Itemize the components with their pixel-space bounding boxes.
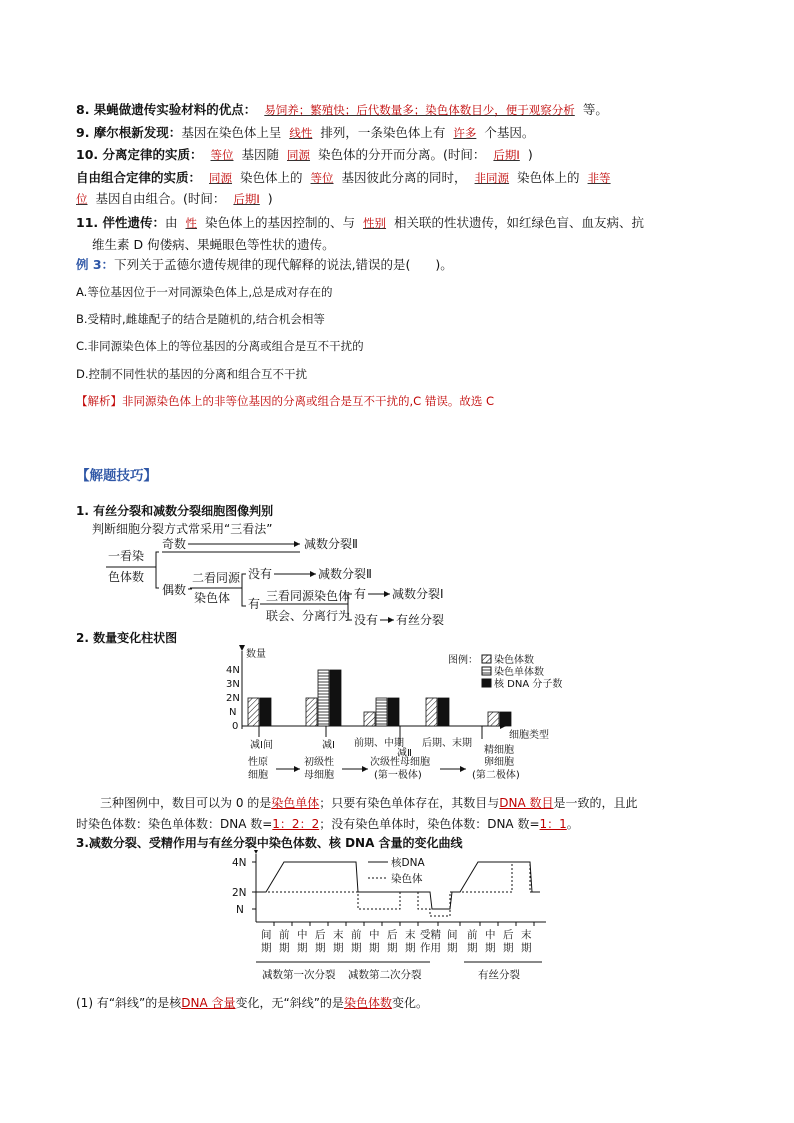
bar-ylabel: 数量 [246, 649, 266, 660]
legend-chromatid: 染色单体数 [494, 667, 544, 678]
option-c: C.非同源染色体上的等位基因的分离或组合是互不干扰的 [76, 339, 364, 353]
phase-label-7-1: 期 [387, 942, 398, 954]
phase-label-6-1: 期 [369, 942, 380, 954]
bar-4-2 [500, 712, 511, 726]
phase-label-0-0: 间 [261, 929, 272, 941]
flow-look1-b: 色体数 [108, 570, 145, 584]
phase-label-6-0: 中 [369, 929, 380, 941]
bar-2-2 [388, 698, 399, 726]
q11-line1: 11. 伴性遗传：由 性 染色体上的基因控制的、与 性别 相关联的性状遗传，如红绿色盲、血友病、抗 [76, 215, 645, 230]
flow-even: 偶数 [162, 583, 187, 597]
phase-label-3-1: 期 [315, 942, 326, 954]
q8-line: 8. 果蝇做遗传实验材料的优点： 易饲养；繁殖快；后代数量多；染色体数目少，便于观察分析 等。 [76, 102, 608, 117]
phase-label-11-0: 前 [467, 929, 478, 941]
bar-3-0 [426, 698, 437, 726]
group-meiosis-1: 减数第一次分裂 [262, 969, 336, 981]
legend-swatch-dna [482, 679, 491, 687]
bar-ytick-3n: 3N [226, 679, 240, 690]
stage-2: 减Ⅰ [322, 740, 335, 751]
legend-swatch-chromosome [482, 655, 491, 663]
flow-result-no: 减数分裂Ⅱ [318, 567, 372, 581]
cell-4c: (第二极体) [472, 770, 520, 781]
section-3-title: 3.减数分裂、受精作用与有丝分裂中染色体数、核 DNA 含量的变化曲线 [76, 836, 463, 850]
phase-label-5-0: 前 [351, 929, 362, 941]
cell-2a: 初级性 [304, 757, 334, 768]
curve-ytick-n: N [236, 904, 244, 916]
legend-chromosome: 染色体数 [494, 655, 534, 666]
phase-label-7-0: 后 [387, 929, 398, 941]
phase-label-0-1: 期 [261, 942, 272, 954]
cell-2b: 母细胞 [304, 770, 334, 781]
phase-label-8-0: 末 [405, 929, 416, 941]
bar-explanation-2: 时染色体数：染色单体数：DNA 数=1：2：2；没有染色单体时，染色体数：DNA 数=1：1。 [76, 817, 579, 831]
phase-label-9-0: 受精 [420, 929, 441, 941]
stage-sub: 减Ⅱ [397, 748, 412, 759]
phase-label-4-1: 期 [333, 942, 344, 954]
bar-1-0 [306, 698, 317, 726]
flow-has: 有 [354, 587, 367, 601]
bar-0-0 [248, 698, 259, 726]
quantity-bar-chart [226, 645, 586, 790]
phase-label-2-0: 中 [297, 929, 308, 941]
cell-3a: 次级性母细胞 [370, 757, 430, 768]
flow-look2-a: 二看同源 [192, 571, 241, 585]
flow-result-has: 减数分裂Ⅰ [392, 587, 444, 601]
q11-line2: 维生素 D 佝偻病、果蝇眼色等性状的遗传。 [92, 237, 335, 252]
phase-label-9-1: 作用 [420, 942, 441, 954]
q10b-line1: 自由组合定律的实质： 同源 染色体上的 等位 基因彼此分离的同时， 非同源 染色体上的 非等 [76, 170, 611, 185]
bar-0-2 [260, 698, 271, 726]
flow-look2-b: 染色体 [194, 591, 231, 605]
phase-label-8-1: 期 [405, 942, 416, 954]
example-3: 例 3：下列关于孟德尔遗传规律的现代解释的说法,错误的是( )。 [76, 257, 453, 272]
bar-xlabel: 细胞类型 [509, 730, 549, 741]
legend-swatch-chromatid [482, 667, 491, 675]
phase-label-10-0: 间 [447, 929, 458, 941]
bar-2-0 [364, 712, 375, 726]
bar-ytick-4n: 4N [226, 665, 240, 676]
cell-4a: 精细胞 [484, 745, 514, 756]
curve-ytick-2n: 2N [232, 887, 247, 899]
phase-label-13-0: 后 [503, 929, 514, 941]
cell-1a: 性原 [248, 757, 268, 768]
flow-look1-a: 一看染 [108, 549, 145, 563]
phase-label-1-0: 前 [279, 929, 290, 941]
section-1-note: 判断细胞分裂方式常采用“三看法” [92, 522, 273, 536]
q10-line: 10. 分离定律的实质： 等位 基因随 同源 染色体的分开而分离。(时间： 后期Ⅰ ) [76, 147, 533, 162]
option-a: A.等位基因位于一对同源染色体上,总是成对存在的 [76, 285, 333, 299]
flow-no: 没有 [248, 567, 273, 581]
dna-chromosome-curve [226, 850, 556, 990]
bar-ytick-n: N [229, 707, 237, 718]
curve-legend-chromosome: 染色体 [391, 873, 423, 885]
bar-ytick-0: 0 [232, 721, 239, 732]
bar-explanation-1: 三种图例中，数目可以为 0 的是染色单体；只要有染色单体存在，其数目与DNA 数目是一致的，且此 [100, 796, 638, 810]
phase-label-5-1: 期 [351, 942, 362, 954]
three-look-flowchart [104, 536, 484, 628]
group-mitosis: 有丝分裂 [478, 969, 520, 981]
option-d: D.控制不同性状的基因的分离和组合互不干扰 [76, 367, 308, 381]
group-meiosis-2: 减数第二次分裂 [348, 969, 422, 981]
section-1-title: 1. 有丝分裂和减数分裂细胞图像判别 [76, 504, 274, 518]
phase-label-11-1: 期 [467, 942, 478, 954]
phase-label-10-1: 期 [447, 942, 458, 954]
phase-label-14-0: 末 [521, 929, 532, 941]
phase-label-12-0: 中 [485, 929, 496, 941]
phase-label-14-1: 期 [521, 942, 532, 954]
flow-look3-a: 三看同源染色体 [266, 589, 351, 603]
q9-line: 9. 摩尔根新发现：基因在染色体上呈 线性 排列，一条染色体上有 许多 个基因。 [76, 125, 535, 140]
phase-label-1-1: 期 [279, 942, 290, 954]
curve-legend-dna: 核DNA [391, 857, 425, 869]
option-b: B.受精时,雌雄配子的结合是随机的,结合机会相等 [76, 312, 325, 326]
phase-label-12-1: 期 [485, 942, 496, 954]
bar-2-1 [376, 698, 387, 726]
bar-4-0 [488, 712, 499, 726]
legend-title: 图例： [448, 655, 478, 666]
phase-label-2-1: 期 [297, 942, 308, 954]
flow-result-odd: 减数分裂Ⅱ [304, 537, 358, 551]
bar-3-2 [438, 698, 449, 726]
flow-odd: 奇数 [162, 537, 187, 551]
flow-look3-b: 联会、分离行为 [266, 609, 351, 623]
q10b-line2: 位 基因自由组合。(时间： 后期Ⅰ ) [76, 191, 273, 206]
flow-result-none: 有丝分裂 [396, 613, 445, 627]
phase-label-13-1: 期 [503, 942, 514, 954]
cell-4b: 卵细胞 [484, 757, 514, 768]
stage-3: 前期、中期 [354, 738, 404, 749]
bar-1-1 [318, 670, 329, 726]
cell-3b: (第一极体) [374, 770, 422, 781]
flow-yes: 有 [248, 597, 261, 611]
phase-label-4-0: 末 [333, 929, 344, 941]
section-2-title: 2. 数量变化柱状图 [76, 631, 178, 645]
tips-heading: 【解题技巧】 [76, 468, 157, 484]
bar-ytick-2n: 2N [226, 693, 240, 704]
legend-dna: 核 DNA 分子数 [494, 679, 563, 690]
bar-1-2 [330, 670, 341, 726]
stage-4: 后期、末期 [422, 738, 472, 749]
cell-1b: 细胞 [248, 770, 268, 781]
analysis: 【解析】非同源染色体上的非等位基因的分离或组合是互不干扰的,C 错误。故选 C [76, 394, 495, 408]
curve-ytick-4n: 4N [232, 857, 247, 869]
curve-note: (1) 有“斜线”的是核DNA 含量变化，无“斜线”的是染色体数变化。 [76, 996, 428, 1010]
flow-none: 没有 [354, 613, 379, 627]
phase-label-3-0: 后 [315, 929, 326, 941]
stage-1: 减Ⅰ间 [250, 740, 273, 751]
